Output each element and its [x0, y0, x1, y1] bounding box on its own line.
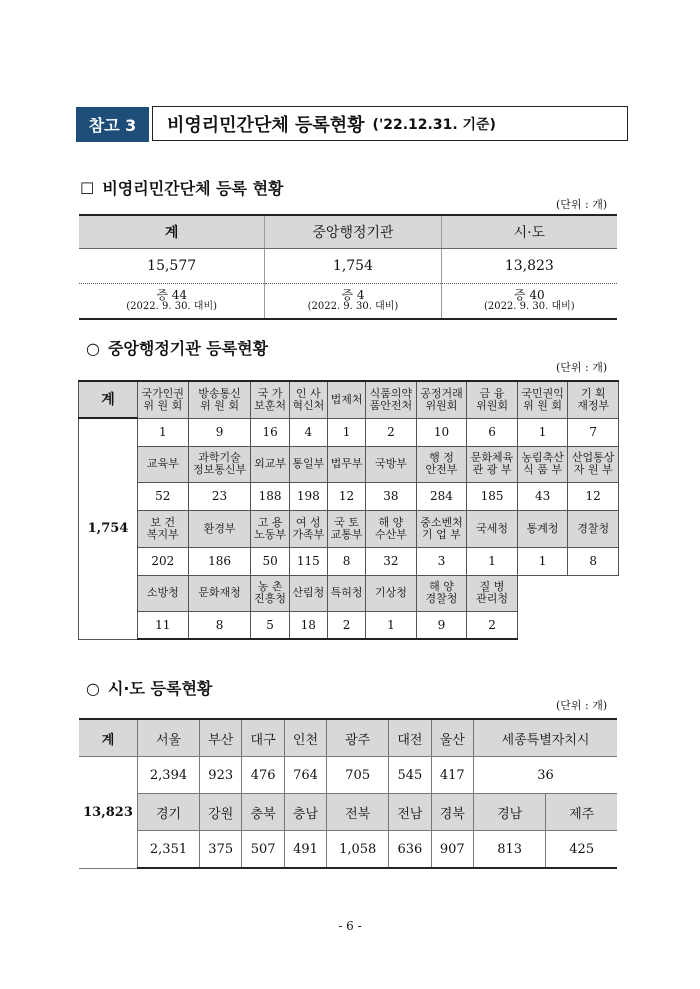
agency-count: 10	[416, 418, 467, 446]
agency-name: 과학기술 정보통신부	[188, 446, 251, 482]
province-count: 491	[284, 831, 326, 869]
section3-unit: (단위 : 개)	[556, 699, 608, 712]
agency-count: 16	[251, 418, 289, 446]
section2-unit: (단위 : 개)	[556, 361, 608, 374]
province-count: 507	[242, 831, 284, 869]
title-box	[152, 106, 628, 141]
agency-name: 환경부	[188, 510, 251, 547]
empty-cell	[517, 575, 618, 639]
agency-name: 해 양 경찰청	[416, 575, 467, 611]
summary-table	[79, 214, 617, 320]
province-name: 전북	[327, 794, 389, 831]
agency-count: 185	[467, 482, 518, 510]
province-count: 705	[327, 757, 389, 794]
agency-name: 국가인권 위 원 회	[138, 381, 189, 418]
province-name: 광주	[327, 719, 389, 757]
total-value: 1,754	[79, 418, 138, 639]
province-count: 2,394	[138, 757, 200, 794]
agency-name: 기상청	[366, 575, 417, 611]
agency-count: 11	[138, 611, 189, 639]
agency-name: 고 용 노동부	[251, 510, 289, 547]
agency-count: 3	[416, 547, 467, 575]
province-count: 2,351	[138, 831, 200, 869]
province-name: 전남	[389, 794, 431, 831]
province-count: 36	[473, 757, 617, 794]
agency-count: 12	[568, 482, 619, 510]
agency-count: 1	[138, 418, 189, 446]
province-name: 강원	[200, 794, 242, 831]
agency-count: 9	[188, 418, 251, 446]
agency-name: 경찰청	[568, 510, 619, 547]
agency-name: 농림축산 식 품 부	[517, 446, 568, 482]
province-name: 경기	[138, 794, 200, 831]
province-count: 425	[546, 831, 617, 869]
checkbox-square-icon: ☐	[80, 179, 95, 198]
province-count: 636	[389, 831, 431, 869]
agency-name: 행 정 안전부	[416, 446, 467, 482]
agency-name: 해 양 수산부	[366, 510, 417, 547]
agency-name: 여 성 가족부	[289, 510, 327, 547]
province-table	[79, 718, 617, 869]
province-count: 545	[389, 757, 431, 794]
increase-central: 증 4 (2022. 9. 30. 대비)	[265, 284, 441, 320]
agency-count: 284	[416, 482, 467, 510]
agency-name: 문화재청	[188, 575, 251, 611]
province-name: 충남	[284, 794, 326, 831]
section1-unit: (단위 : 개)	[556, 198, 608, 211]
value-province: 13,823	[441, 249, 617, 284]
agency-name: 산림청	[289, 575, 327, 611]
province-count: 923	[200, 757, 242, 794]
province-count: 417	[431, 757, 473, 794]
section3-heading-text: 시·도 등록현황	[107, 679, 213, 698]
page-title: 비영리민간단체 등록현황	[167, 114, 365, 136]
agency-count: 1	[467, 547, 518, 575]
agency-count: 43	[517, 482, 568, 510]
agency-count: 198	[289, 482, 327, 510]
agency-name: 법제처	[327, 381, 365, 418]
agency-count: 23	[188, 482, 251, 510]
agency-count: 1	[517, 418, 568, 446]
agency-name: 교육부	[138, 446, 189, 482]
agency-count: 1	[327, 418, 365, 446]
agency-count: 115	[289, 547, 327, 575]
province-name: 울산	[431, 719, 473, 757]
agency-count: 202	[138, 547, 189, 575]
agency-count: 2	[467, 611, 518, 639]
increase-total: 증 44 (2022. 9. 30. 대비)	[79, 284, 265, 320]
agency-count: 1	[517, 547, 568, 575]
agency-count: 186	[188, 547, 251, 575]
agency-count: 2	[366, 418, 417, 446]
agency-name: 중소벤처 기 업 부	[416, 510, 467, 547]
agency-count: 1	[366, 611, 417, 639]
section3-heading	[86, 676, 212, 699]
agency-name: 외교부	[251, 446, 289, 482]
province-name: 인천	[284, 719, 326, 757]
agency-count: 8	[188, 611, 251, 639]
agency-count: 6	[467, 418, 518, 446]
circle-bullet-icon: ○	[86, 679, 100, 698]
agency-count: 188	[251, 482, 289, 510]
agency-count: 12	[327, 482, 365, 510]
value-central: 1,754	[265, 249, 441, 284]
agency-count: 32	[366, 547, 417, 575]
agency-count: 18	[289, 611, 327, 639]
section1-heading-text: 비영리민간단체 등록 현황	[102, 179, 284, 198]
province-count: 764	[284, 757, 326, 794]
agency-name: 산업통상 자 원 부	[568, 446, 619, 482]
agency-name: 통일부	[289, 446, 327, 482]
header-central: 중앙행정기관	[265, 215, 441, 249]
province-count: 375	[200, 831, 242, 869]
agency-count: 8	[568, 547, 619, 575]
agency-name: 특허청	[327, 575, 365, 611]
province-name: 경남	[473, 794, 545, 831]
province-name: 제주	[546, 794, 617, 831]
province-name: 충북	[242, 794, 284, 831]
total-label: 계	[79, 719, 138, 757]
agency-name: 공정거래 위원회	[416, 381, 467, 418]
province-name: 세종특별자치시	[473, 719, 617, 757]
agency-name: 기 획 재정부	[568, 381, 619, 418]
value-total: 15,577	[79, 249, 265, 284]
province-name: 경북	[431, 794, 473, 831]
agency-name: 통계청	[517, 510, 568, 547]
central-agency-table	[78, 380, 619, 640]
circle-bullet-icon: ○	[86, 339, 100, 358]
header-total: 계	[79, 215, 265, 249]
agency-count: 8	[327, 547, 365, 575]
agency-count: 7	[568, 418, 619, 446]
total-value: 13,823	[79, 757, 138, 869]
header-province: 시·도	[441, 215, 617, 249]
agency-name: 국방부	[366, 446, 417, 482]
agency-name: 문화체육 관 광 부	[467, 446, 518, 482]
agency-name: 금 융 위원회	[467, 381, 518, 418]
province-count: 476	[242, 757, 284, 794]
increase-province: 증 40 (2022. 9. 30. 대비)	[441, 284, 617, 320]
agency-count: 2	[327, 611, 365, 639]
province-count: 813	[473, 831, 545, 869]
province-count: 1,058	[327, 831, 389, 869]
agency-count: 9	[416, 611, 467, 639]
agency-count: 38	[366, 482, 417, 510]
agency-count: 4	[289, 418, 327, 446]
agency-name: 국세청	[467, 510, 518, 547]
title-date: ('22.12.31. 기준)	[372, 116, 496, 133]
title-badge: 참고 3	[76, 107, 149, 142]
province-name: 대전	[389, 719, 431, 757]
province-name: 서울	[138, 719, 200, 757]
agency-name: 국 가 보훈처	[251, 381, 289, 418]
agency-count: 5	[251, 611, 289, 639]
province-name: 부산	[200, 719, 242, 757]
agency-name: 보 건 복지부	[138, 510, 189, 547]
agency-name: 국 토 교통부	[327, 510, 365, 547]
page-number: - 6 -	[338, 919, 362, 933]
section2-heading-text: 중앙행정기관 등록현황	[107, 339, 269, 358]
agency-name: 식품의약 품안전처	[366, 381, 417, 418]
agency-name: 농 촌 진흥청	[251, 575, 289, 611]
agency-name: 법무부	[327, 446, 365, 482]
agency-name: 국민권익 위 원 회	[517, 381, 568, 418]
agency-name: 인 사 혁신처	[289, 381, 327, 418]
agency-count: 52	[138, 482, 189, 510]
total-label: 계	[79, 381, 138, 418]
agency-count: 50	[251, 547, 289, 575]
province-name: 대구	[242, 719, 284, 757]
section2-heading	[86, 336, 268, 359]
agency-name: 방송통신 위 원 회	[188, 381, 251, 418]
section1-heading	[80, 176, 284, 199]
agency-name: 질 병 관리청	[467, 575, 518, 611]
province-count: 907	[431, 831, 473, 869]
agency-name: 소방청	[138, 575, 189, 611]
